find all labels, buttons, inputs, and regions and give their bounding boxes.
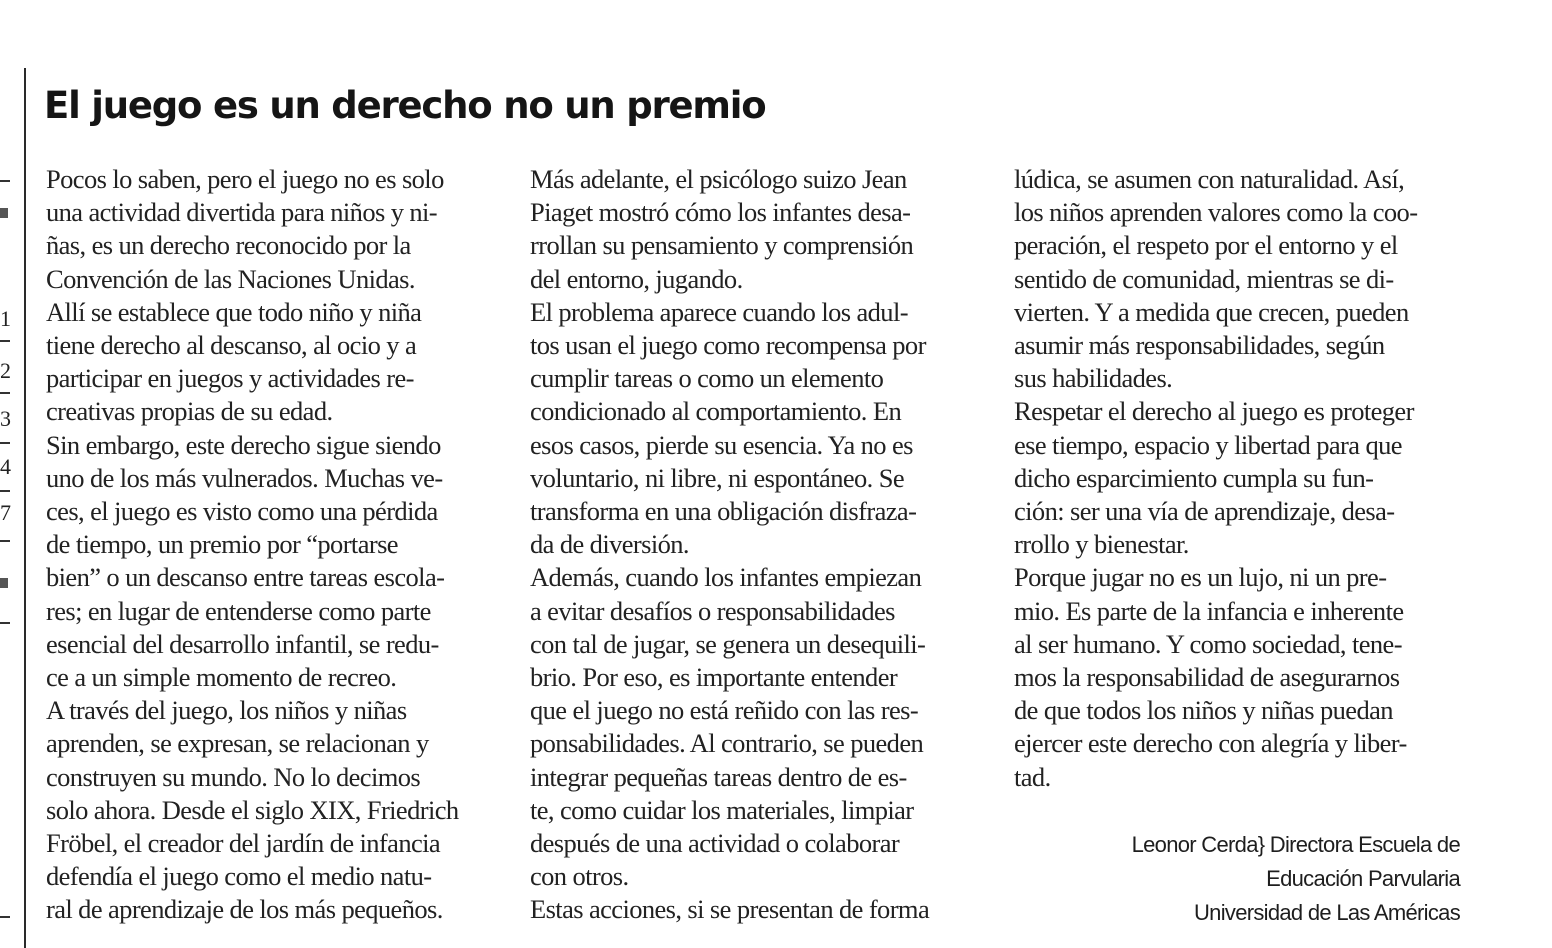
text-line: Respetar el derecho al juego es proteger — [1014, 396, 1414, 427]
text-line: uno de los más vulnerados. Muchas ve- — [46, 462, 443, 493]
text-line: cumplir tareas o como un elemento — [530, 363, 884, 394]
margin-mark: 4 — [0, 454, 11, 479]
text-line: Más adelante, el psicólogo suizo Jean — [530, 164, 907, 194]
margin-dash — [0, 180, 10, 182]
text-line: tad. — [1014, 761, 1051, 792]
margin-dash — [0, 622, 10, 624]
text-line: Sin embargo, este derecho sigue siendo — [46, 429, 441, 460]
text-line: ces, el juego es visto como una pérdida — [46, 496, 438, 527]
margin-block — [0, 578, 8, 588]
text-line: a evitar desafíos o responsabilidades — [530, 595, 895, 626]
margin-dash — [0, 340, 10, 342]
signature-line: Leonor Cerda} Directora Escuela de — [1131, 832, 1460, 857]
text-line: que el juego no está reñido con las res- — [530, 695, 919, 726]
text-line: esos casos, pierde su esencia. Ya no es — [530, 429, 913, 460]
text-line: con tal de jugar, se genera un desequili- — [530, 628, 926, 659]
text-line: tos usan el juego como recompensa por — [530, 330, 926, 361]
text-line: res; en lugar de entenderse como parte — [46, 595, 431, 626]
text-line: de que todos los niños y niñas puedan — [1014, 695, 1393, 726]
text-line: transforma en una obligación disfraza- — [530, 496, 917, 527]
text-line: defendía el juego como el medio natu- — [46, 861, 432, 892]
text-line: de tiempo, un premio por “portarse — [46, 529, 398, 560]
text-line: bien” o un descanso entre tareas escola- — [46, 562, 445, 593]
article-column-1 — [46, 163, 459, 927]
text-line: sus habilidades. — [1014, 363, 1173, 394]
margin-mark: 7 — [0, 500, 11, 525]
text-line: A través del juego, los niños y niñas — [46, 695, 407, 726]
text-line: mos la responsabilidad de asegurarnos — [1014, 662, 1400, 693]
margin-dash — [0, 392, 10, 394]
text-line: después de una actividad o colaborar — [530, 828, 900, 859]
text-line: esencial del desarrollo infantil, se redu- — [46, 628, 439, 659]
text-line: Pocos lo saben, pero el juego no es solo — [46, 164, 444, 194]
text-line: ese tiempo, espacio y libertad para que — [1014, 429, 1402, 460]
text-line: ce a un simple momento de recreo. — [46, 662, 397, 693]
author-signature — [1132, 828, 1460, 930]
signature-line: Universidad de Las Américas — [1193, 900, 1460, 925]
margin-dash — [0, 916, 10, 918]
text-line: mio. Es parte de la infancia e inherente — [1014, 595, 1404, 626]
text-line: peración, el respeto por el entorno y el — [1014, 230, 1398, 261]
text-line: Convención de las Naciones Unidas. — [46, 263, 415, 294]
text-line: da de diversión. — [530, 529, 689, 560]
margin-dash — [0, 442, 10, 444]
article-column-3 — [1014, 163, 1417, 794]
margin-dash — [0, 540, 10, 542]
margin-mark: 2 — [0, 358, 11, 383]
text-line: El problema aparece cuando los adul- — [530, 296, 908, 327]
text-line: participar en juegos y actividades re- — [46, 363, 414, 394]
text-line: creativas propias de su edad. — [46, 396, 333, 427]
margin-mark: 3 — [0, 406, 11, 431]
margin-block — [0, 208, 8, 218]
text-line: rrollan su pensamiento y comprensión — [530, 230, 914, 261]
text-line: asumir más responsabilidades, según — [1014, 330, 1385, 361]
text-line: Fröbel, el creador del jardín de infancia — [46, 828, 441, 859]
text-line: con otros. — [530, 861, 629, 892]
adjacent-page-margin — [0, 0, 20, 948]
text-line: brio. Por eso, es importante entender — [530, 662, 898, 693]
text-line: tiene derecho al descanso, al ocio y a — [46, 330, 417, 361]
text-line: aprenden, se expresan, se relacionan y — [46, 728, 429, 759]
text-line: sentido de comunidad, mientras se di- — [1014, 263, 1394, 294]
text-line: lúdica, se asumen con naturalidad. Así, — [1014, 164, 1405, 194]
text-line: integrar pequeñas tareas dentro de es- — [530, 761, 907, 792]
text-line: Allí se establece que todo niño y niña — [46, 296, 422, 327]
text-line: condicionado al comportamiento. En — [530, 396, 902, 427]
text-line: ponsabilidades. Al contrario, se pueden — [530, 728, 924, 759]
text-line: voluntario, ni libre, ni espontáneo. Se — [530, 462, 905, 493]
article-headline: El juego es un derecho no un premio — [44, 84, 766, 127]
text-line: Estas acciones, si se presentan de forma — [530, 894, 930, 925]
text-line: dicho esparcimiento cumpla su fun- — [1014, 462, 1374, 493]
text-line: construyen su mundo. No lo decimos — [46, 761, 421, 792]
text-line: del entorno, jugando. — [530, 263, 743, 294]
column-rule — [24, 68, 26, 948]
text-line: rrollo y bienestar. — [1014, 529, 1189, 560]
text-line: ñas, es un derecho reconocido por la — [46, 230, 411, 261]
text-line: solo ahora. Desde el siglo XIX, Friedrich — [46, 794, 459, 825]
margin-dash — [0, 490, 10, 492]
signature-line: Educación Parvularia — [1266, 866, 1460, 891]
text-line: Piaget mostró cómo los infantes desa- — [530, 197, 911, 228]
text-line: ral de aprendizaje de los más pequeños. — [46, 894, 443, 925]
text-line: Además, cuando los infantes empiezan — [530, 562, 922, 593]
text-line: vierten. Y a medida que crecen, pueden — [1014, 296, 1409, 327]
article-column-2 — [530, 163, 929, 927]
text-line: una actividad divertida para niños y ni- — [46, 197, 438, 228]
text-line: ción: ser una vía de aprendizaje, desa- — [1014, 496, 1395, 527]
text-line: ejercer este derecho con alegría y liber- — [1014, 728, 1407, 759]
margin-mark: 1 — [0, 306, 11, 331]
text-line: al ser humano. Y como sociedad, tene- — [1014, 628, 1402, 659]
text-line: te, como cuidar los materiales, limpiar — [530, 794, 914, 825]
text-line: Porque jugar no es un lujo, ni un pre- — [1014, 562, 1387, 593]
text-line: los niños aprenden valores como la coo- — [1014, 197, 1418, 228]
